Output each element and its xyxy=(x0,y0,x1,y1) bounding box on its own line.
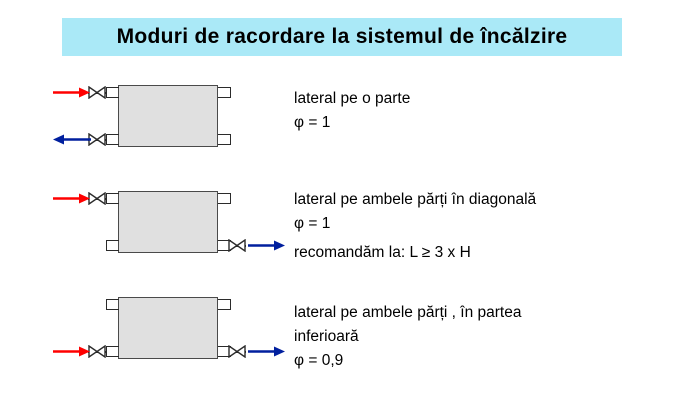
return-arrow-2 xyxy=(248,239,286,251)
radiator-stub-bottom-left-1 xyxy=(106,134,119,145)
radiator-stub-bottom-left-3 xyxy=(106,346,119,357)
case-1-line-2: φ = 1 xyxy=(294,114,331,131)
supply-arrow-2 xyxy=(53,192,91,204)
case-2-text xyxy=(294,188,536,265)
page-title: Moduri de racordare la sistemul de încălzire xyxy=(116,25,568,48)
supply-arrow-1 xyxy=(53,86,91,98)
radiator-stub-top-left-3 xyxy=(106,299,119,310)
case-1-text xyxy=(294,87,410,135)
radiator-body-1 xyxy=(118,85,218,147)
case-3-line-2: inferioară xyxy=(294,328,359,345)
case-3-line-3: φ = 0,9 xyxy=(294,352,344,369)
radiator-body-2 xyxy=(118,191,218,253)
case-3-text xyxy=(294,301,521,373)
case-3-line-1: lateral pe ambele părți , în partea xyxy=(294,304,522,321)
return-arrow-3 xyxy=(248,345,286,357)
case-1-line-1: lateral pe o parte xyxy=(294,90,411,107)
supply-arrow-3 xyxy=(53,345,91,357)
return-valve-3 xyxy=(228,345,244,358)
page-title-banner xyxy=(62,18,622,56)
case-2-line-1: lateral pe ambele părți în diagonală xyxy=(294,191,537,208)
radiator-stub-bottom-right-1 xyxy=(218,134,231,145)
radiator-stub-bottom-left-2 xyxy=(106,240,119,251)
case-2-line-2: φ = 1 xyxy=(294,215,331,232)
radiator-stub-top-left-1 xyxy=(106,87,119,98)
radiator-body-3 xyxy=(118,297,218,359)
case-2-line-3: recomandăm la: L ≥ 3 x H xyxy=(294,244,471,261)
return-arrow-1 xyxy=(53,133,91,145)
radiator-stub-top-right-2 xyxy=(218,193,231,204)
radiator-stub-top-right-3 xyxy=(218,299,231,310)
radiator-stub-top-right-1 xyxy=(218,87,231,98)
radiator-stub-top-left-2 xyxy=(106,193,119,204)
return-valve-2 xyxy=(228,239,244,252)
